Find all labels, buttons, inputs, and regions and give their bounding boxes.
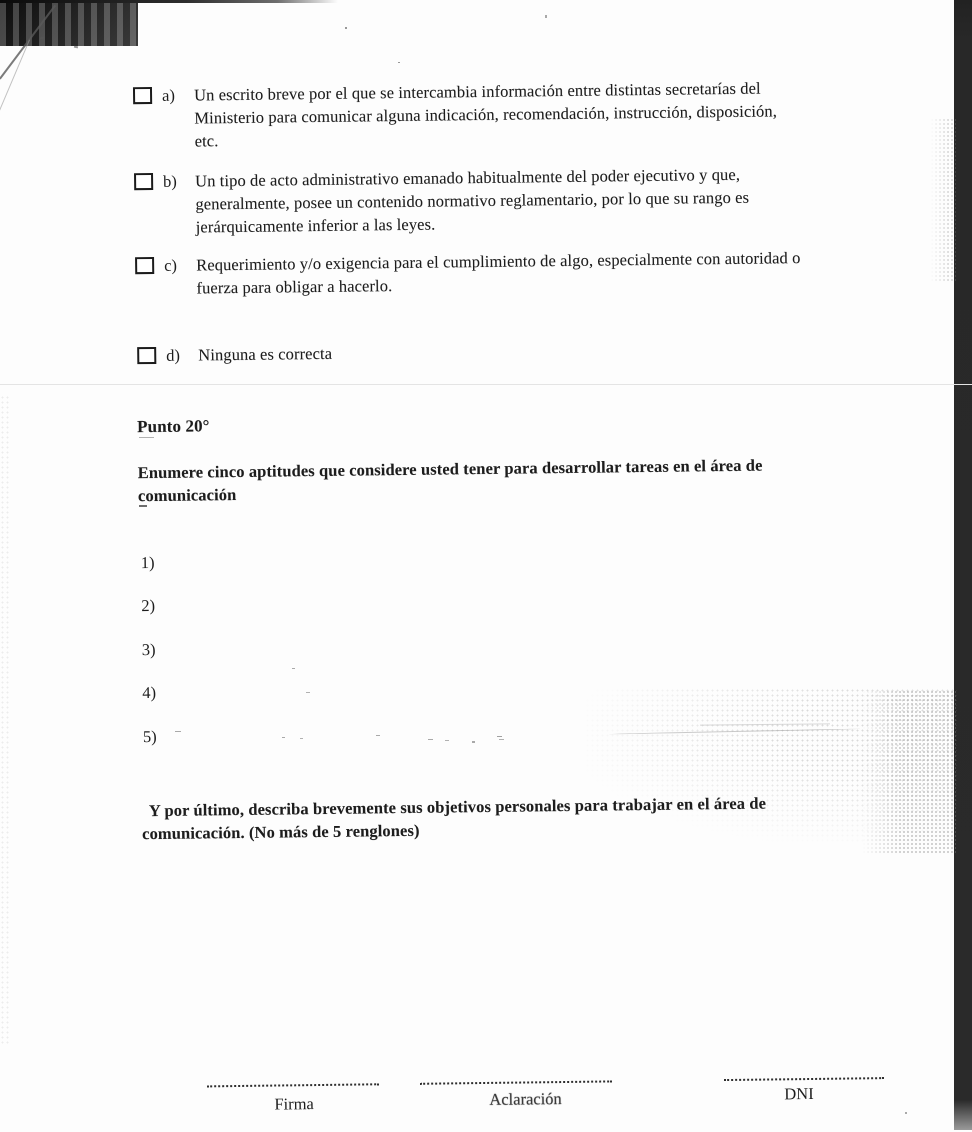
dni-label: DNI <box>784 1083 814 1104</box>
checkbox-icon <box>135 257 154 274</box>
option-text-d <box>198 342 332 367</box>
dni-dotted-line <box>724 1077 884 1081</box>
scan-speck <box>175 731 181 732</box>
option-text-line: etc. <box>194 131 219 151</box>
option-letter-c: c) <box>164 255 178 275</box>
enumerate-prompt-line: comunicación <box>137 484 237 506</box>
option-text-line: fuerza para obligar a hacerlo. <box>196 276 393 298</box>
scan-noise-patch <box>862 690 956 855</box>
aclaracion-dotted-line <box>420 1080 612 1084</box>
scan-speck <box>74 46 78 49</box>
list-item-5: 5) <box>142 726 157 747</box>
scan-speck <box>445 740 449 741</box>
list-item-1: 1) <box>140 552 155 573</box>
closing-prompt-line: Y por último, describa brevemente sus objetivos personales para trabajar en el área de <box>148 793 767 821</box>
firma-label: Firma <box>274 1094 314 1114</box>
scan-speck <box>905 1112 907 1114</box>
scan-top-edge-artifact <box>0 0 338 3</box>
option-text-line: jerárquicamente inferior a las leyes. <box>195 214 436 237</box>
list-item-2: 2) <box>141 595 156 616</box>
punto-heading: Punto 20° <box>136 416 210 437</box>
closing-prompt-line: comunicación. (No más de 5 renglones) <box>141 820 420 844</box>
option-text-line: Ministerio para comunicar alguna indicación, recomendación, instrucción, disposición, <box>194 101 778 128</box>
scan-speck <box>545 15 547 18</box>
option-text-line: Un escrito breve por el que se intercambia información entre distintas secretarías del <box>193 78 761 105</box>
scan-speck <box>428 739 433 740</box>
scan-speck <box>306 692 310 693</box>
enumerate-prompt-line: Enumere cinco aptitudes que considere usted tener para desarrollar tareas en el área de <box>137 455 763 483</box>
scan-speck <box>472 741 475 743</box>
scan-seam-line <box>0 384 972 385</box>
list-item-4: 4) <box>142 682 157 703</box>
option-text-a <box>194 76 777 152</box>
option-text-line: Requerimiento y/o exigencia para el cumplimiento de algo, especialmente con autoridad o <box>196 248 801 275</box>
option-row-c <box>135 246 801 300</box>
option-letter-d: d) <box>166 345 181 365</box>
option-row-b <box>134 163 750 240</box>
scan-corner-artifact <box>0 0 138 46</box>
scan-noise-patch <box>930 118 956 283</box>
option-row-a <box>133 76 777 153</box>
option-text-b <box>195 163 750 239</box>
scan-speck <box>139 437 154 438</box>
scan-speck <box>292 668 295 669</box>
option-letter-a: a) <box>161 85 176 105</box>
scan-speck <box>139 505 147 507</box>
option-text-line: generalmente, posee un contenido normativo reglamentario, por lo que su rango es <box>195 187 750 214</box>
scan-right-edge-bar <box>954 0 972 1130</box>
scan-speck <box>499 739 504 740</box>
firma-dotted-line <box>207 1083 379 1087</box>
checkbox-icon <box>137 347 156 364</box>
option-text-c <box>196 246 801 299</box>
scan-speck <box>376 735 380 736</box>
scan-speck <box>282 737 285 738</box>
scan-speck <box>300 738 303 739</box>
option-text-line: Ninguna es correcta <box>198 343 333 365</box>
scan-speck <box>497 736 502 737</box>
checkbox-icon <box>133 87 152 104</box>
scan-noise-patch <box>0 395 9 1045</box>
list-item-3: 3) <box>141 639 156 660</box>
enumerate-prompt <box>138 454 763 508</box>
option-text-line: Un tipo de acto administrativo emanado habitualmente del poder ejecutivo y que, <box>194 164 741 191</box>
aclaracion-label: Aclaración <box>489 1089 562 1109</box>
scan-speck <box>398 62 400 63</box>
option-row-d <box>137 342 332 367</box>
checkbox-icon <box>134 173 153 190</box>
scan-speck <box>345 27 347 29</box>
option-letter-b: b) <box>163 171 177 191</box>
